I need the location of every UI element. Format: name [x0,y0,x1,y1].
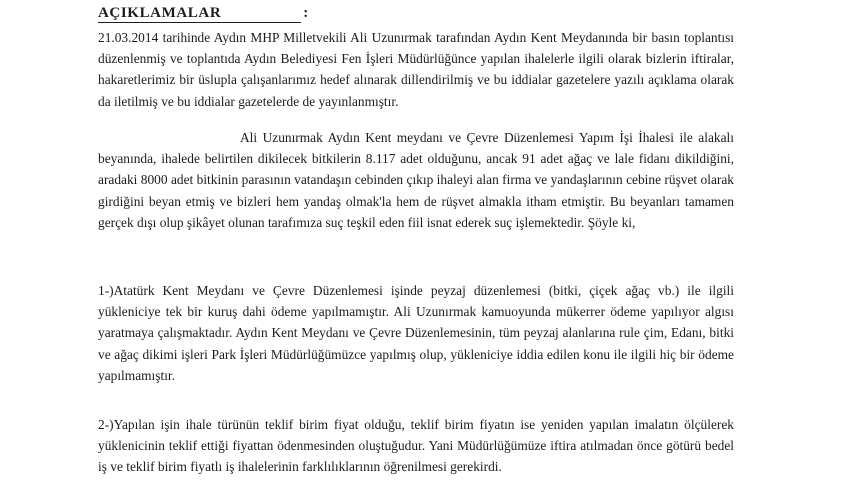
paragraph-4: 2-)Yapılan işin ihale türünün teklif birim fiyat olduğu, teklif birim fiyatın ise yeniden yapılan imalatın ölçülerek yüklenicinin teklif ettiği fiyattan ödenmesinden oluştuğudur. Yani Müdürlüğümüze iftira atılmadan önce götürü bedel iş ve teklif birim fiyatlı iş ihalelerinin farklılıklarının öğrenilmesi gerekirdi. [98,417,734,475]
paragraph-3: 1-)Atatürk Kent Meydanı ve Çevre Düzenlemesi işinde peyzaj düzenlemesi (bitki, çiçek ağaç vb.) ile ilgili yükleniciye tek bir kuruş dahi ödeme yapılmamıştır. Ali Uzunırmak kamuoyunda mükerrer ödeme yapılıyor algısı yaratmaya çalışmaktadır. Aydın Kent Meydanı ve Çevre Düzenlemesinin, tüm peyzaj alanlarına rule çim, Edanı, bitki ve ağaç dikimi işleri Park İşleri Müdürlüğümüzce yapılmış olup, yükleniciye iddia edilen konu ile ilgili hiç bir ödeme yapılmamıştır. [98,283,734,383]
heading-row [98,4,308,24]
document-heading: AÇIKLAMALAR [98,4,301,23]
paragraph-1: 21.03.2014 tarihinde Aydın MHP Milletvekili Ali Uzunırmak tarafından Aydın Kent Meydanında bir basın toplantısı düzenlenmiş ve toplantıda Aydın Belediyesi Fen İşleri Müdürlüğünce yapılan ihalelerle ilgili olarak bizlerin iftiralar, hakaretlerimiz bir üslupla çalışanlarımız hedef alınarak dillendirilmiş ve bu iddialar gazetelere yazılı açıklama olarak da iletilmiş ve bu iddialar gazetelerde de yayınlanmıştır. [98,30,734,109]
heading-colon: : [303,5,309,21]
paragraph-2: Ali Uzunırmak Aydın Kent meydanı ve Çevre Düzenlemesi Yapım İşi İhalesi ile alakalı beyanında, ihalede belirtilen dikilecek bitkilerin 8.117 adet olduğunu, ancak 91 adet ağaç ve lale fidanı dikildiğini, aradaki 8000 adet bitkinin parasının vatandaşın cebinden çıkıp ihaleyi alan firma ve yandaşlarının cebine rüşvet olarak girdiğini beyan etmiş ve bizleri hem yandaş olmak'la hem de rüşvet almakla itham etmiştir. Bu beyanları tamamen gerçek dışı olup şikâyet olunan tarafımıza suç teşkil eden fiil isnat ederek suç işlemektedir. Şöyle ki, [98,130,734,230]
